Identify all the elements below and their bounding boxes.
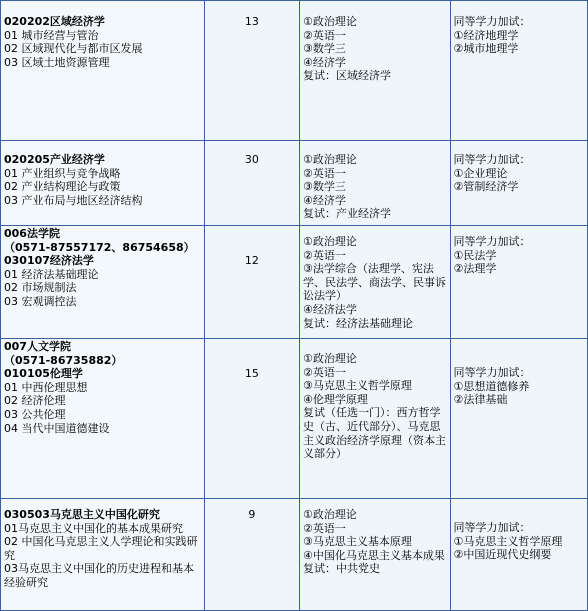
table-row xyxy=(1,226,588,339)
exam-subjects-cell: ①政治理论 ②英语一 ③马克思主义基本原理 ④中国化马克思主义基本成果 复试：中共党史 xyxy=(300,499,451,611)
enrollment-count: 13 xyxy=(204,1,299,141)
extra-exam-cell: 同等学力加试： ①经济地理学 ②城市地理学 xyxy=(450,1,588,141)
enrollment-count: 12 xyxy=(204,226,299,339)
table-row xyxy=(1,499,588,611)
extra-exam-cell: 同等学力加试： ①马克思主义哲学原理 ②中国近现代史纲要 xyxy=(450,499,588,611)
extra-exam-cell: 同等学力加试： ①思想道德修养 ②法律基础 xyxy=(450,339,588,499)
program-cell: 030503马克思主义中国化研究 01马克思主义中国化的基本成果研究 02 中国化马克思主义人学理论和实践研究 03马克思主义中国化的历史进程和基本经验研究 xyxy=(1,499,205,611)
table-row xyxy=(1,141,588,226)
program-cell: 007人文学院 （0571-86735882） 010105伦理学 01 中西伦理思想 02 经济伦理 03 公共伦理 04 当代中国道德建设 xyxy=(1,339,205,499)
exam-subjects-cell: ①政治理论 ②英语一 ③马克思主义哲学原理 ④伦理学原理 复试（任选一门）：西方哲学史（古、近代部分）、马克思主义政治经济学原理（资本主义部分） xyxy=(300,339,451,499)
table-row xyxy=(1,339,588,499)
extra-exam-cell: 同等学力加试： ①民法学 ②法理学 xyxy=(450,226,588,339)
exam-subjects-cell: ①政治理论 ②英语一 ③数学三 ④经济学 复试：区域经济学 xyxy=(300,1,451,141)
program-cell: 020202区域经济学 01 城市经营与管治 02 区域现代化与都市区发展 03 区域土地资源管理 xyxy=(1,1,205,141)
exam-subjects-cell: ①政治理论 ②英语一 ③法学综合（法理学、宪法学、民法学、商法学、民事诉讼法学） ④经济法学 复试：经济法基础理论 xyxy=(300,226,451,339)
program-cell: 006法学院 （0571-87557172、86754658） 030107经济法学 01 经济法基础理论 02 市场规制法 03 宏观调控法 xyxy=(1,226,205,339)
exam-subjects-cell: ①政治理论 ②英语一 ③数学三 ④经济学 复试：产业经济学 xyxy=(300,141,451,226)
table-row xyxy=(1,1,588,141)
enrollment-count: 15 xyxy=(204,339,299,499)
enrollment-count: 9 xyxy=(204,499,299,611)
extra-exam-cell: 同等学力加试： ①企业理论 ②管制经济学 xyxy=(450,141,588,226)
program-cell: 020205产业经济学 01 产业组织与竞争战略 02 产业结构理论与政策 03 产业布局与地区经济结构 xyxy=(1,141,205,226)
enrollment-count: 30 xyxy=(204,141,299,226)
